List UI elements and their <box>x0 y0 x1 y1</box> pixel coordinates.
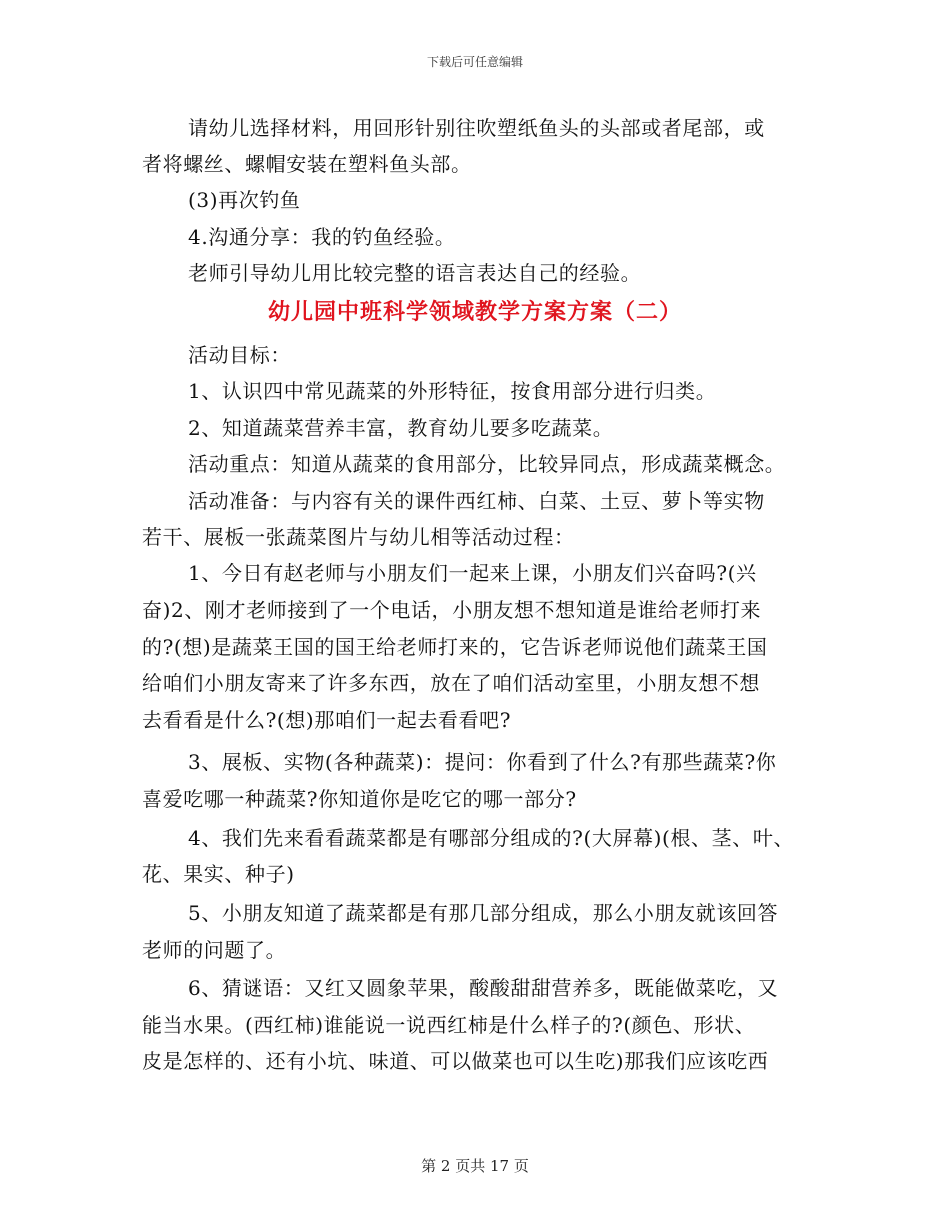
page-header-note: 下载后可任意编辑 <box>426 55 523 69</box>
paragraph-line: 奋)2、刚才老师接到了一个电话，小朋友想不想知道是谁给老师打来 <box>142 598 762 622</box>
paragraph-line: 去看看是什么?(想)那咱们一起去看看吧? <box>142 708 512 732</box>
paragraph-line: 皮是怎样的、还有小坑、味道、可以做菜也可以生吃)那我们应该吃西 <box>142 1049 769 1073</box>
paragraph-line: 4.沟通分享：我的钓鱼经验。 <box>188 225 456 249</box>
paragraph-line: 的?(想)是蔬菜王国的国王给老师打来的，它告诉老师说他们蔬菜王国 <box>142 635 768 659</box>
paragraph-line: 请幼儿选择材料，用回形针别往吹塑纸鱼头的头部或者尾部，或 <box>188 116 765 140</box>
paragraph-line: 活动目标： <box>188 343 291 367</box>
paragraph-line: 3、展板、实物(各种蔬菜)：提问：你看到了什么?有那些蔬菜?你 <box>188 750 777 774</box>
paragraph-line: 老师的问题了。 <box>142 938 287 962</box>
paragraph-line: (3)再次钓鱼 <box>188 188 301 212</box>
paragraph-line: 喜爱吃哪一种蔬菜?你知道你是吃它的哪一部分? <box>142 787 577 811</box>
paragraph-line: 1、认识四中常见蔬菜的外形特征，按食用部分进行归类。 <box>188 379 717 403</box>
paragraph-line: 若干、展板一张蔬菜图片与幼儿相等活动过程： <box>142 525 575 549</box>
paragraph-line: 者将螺丝、螺帽安装在塑料鱼头部。 <box>142 152 472 176</box>
paragraph-line: 给咱们小朋友寄来了许多东西，放在了咱们活动室里，小朋友想不想 <box>142 671 760 695</box>
paragraph-line: 1、今日有赵老师与小朋友们一起来上课，小朋友们兴奋吗?(兴 <box>188 561 757 585</box>
paragraph-line: 活动重点：知道从蔬菜的食用部分，比较异同点，形成蔬菜概念。 <box>188 452 786 476</box>
page-number: 第 2 页共 17 页 <box>421 1157 529 1175</box>
paragraph-line: 5、小朋友知道了蔬菜都是有那几部分组成，那么小朋友就该回答 <box>188 901 779 925</box>
paragraph-line: 花、果实、种子) <box>142 862 295 886</box>
paragraph-line: 能当水果。(西红柿)谁能说一说西红柿是什么样子的?(颜色、形状、 <box>142 1013 756 1037</box>
paragraph-line: 老师引导幼儿用比较完整的语言表达自己的经验。 <box>188 261 642 285</box>
paragraph-line: 6、猜谜语：又红又圆象苹果，酸酸甜甜营养多，既能做菜吃，又 <box>188 976 779 1000</box>
section-title: 幼儿园中班科学领域教学方案方案（二） <box>267 299 682 325</box>
paragraph-line: 2、知道蔬菜营养丰富，教育幼儿要多吃蔬菜。 <box>188 416 614 440</box>
paragraph-line: 活动准备：与内容有关的课件西红柿、白菜、土豆、萝卜等实物 <box>188 489 765 513</box>
paragraph-line: 4、我们先来看看蔬菜都是有哪部分组成的?(大屏幕)(根、茎、叶、 <box>188 826 795 850</box>
